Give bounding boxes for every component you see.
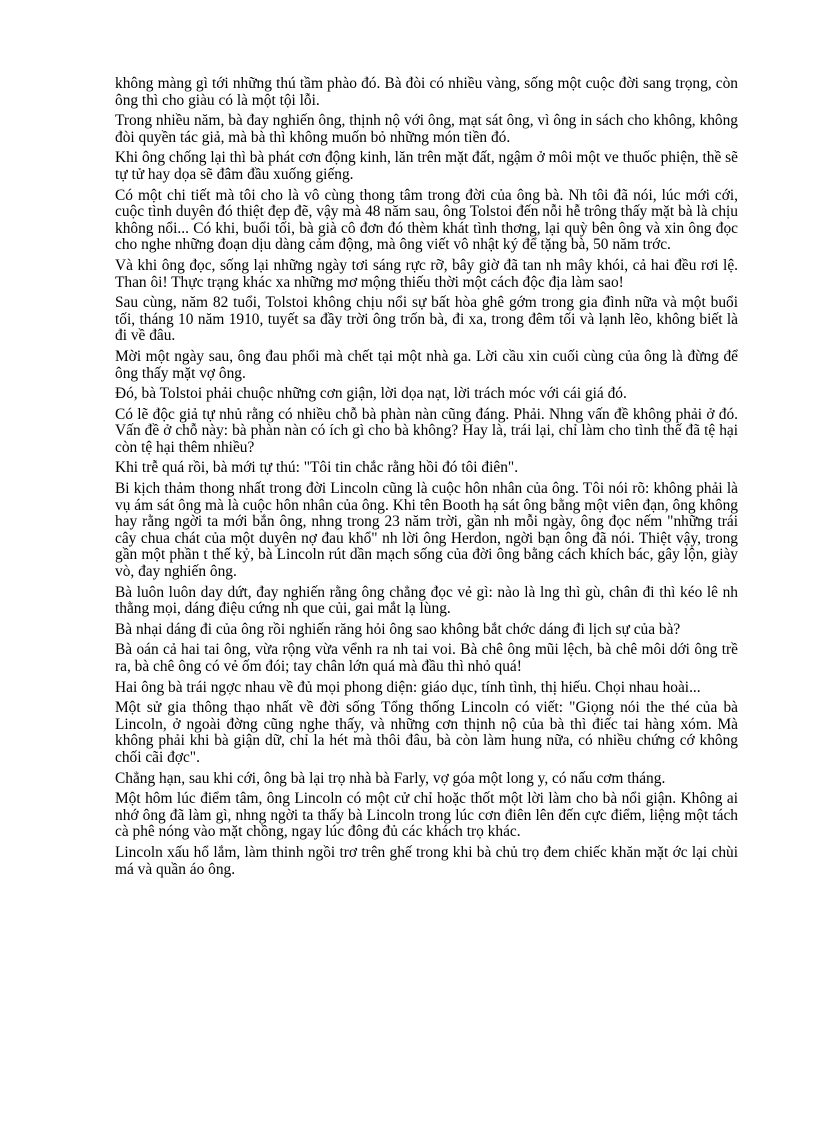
paragraph-16: Một sử gia thông thạo nhất về đời sống Tổng thống Lincoln có viết: "Giọng nói the thé của bà Lincoln, ở ngoài đờng cũng nghe thấy, và những cơn thịnh nộ của bà thì điếc tai hàng xóm. Mà không phải khi bà giận dữ, chỉ la hét mà thôi đâu, bà còn làm hung nữa, có nhiều chứng cớ không chối cãi đợc". — [115, 699, 738, 766]
paragraph-8: Đó, bà Tolstoi phải chuộc những cơn giận, lời dọa nạt, lời trách móc với cái giá đó. — [115, 385, 627, 403]
paragraph-9: Có lẽ độc giả tự nhủ rằng có nhiều chỗ bà phàn nàn cũng đáng. Phải. Nhng vấn đề không phải ở đó. Vấn đề ở chỗ này: bà phàn nàn có ích gì cho bà không? Hay là, trái lại, chỉ làm cho tình thế đã tệ hại còn tệ hại thêm nhiều? — [115, 405, 738, 456]
paragraph-2: Trong nhiều năm, bà đay nghiến ông, thịnh nộ với ông, mạt sát ông, vì ông in sách cho không, không đòi quyền tác giả, mà bà thì không muốn bỏ những món tiền đó. — [115, 112, 738, 146]
paragraph-11: Bi kịch thảm thong nhất trong đời Lincoln cũng là cuộc hôn nhân của ông. Tôi nói rõ: không phải là vụ ám sát ông mà là cuộc hôn nhân của ông. Khi tên Booth hạ sát ông bằng một viên đạn, ông không hay rằng ngời ta mới bắn ông, nhng trong 23 năm trời, gần nh mỗi ngày, ông đọc nếm "những trái cây chua chát của một duyên nợ đau khổ" nh lời ông Herdon, ngời bạn ông đã nói. Thiệt vậy, trong gần một phần t thế kỷ, bà Lincoln rút dần mạch sống của đời ông bằng cách khích bác, gây lộn, giày vò, đay nghiến ông. — [115, 480, 738, 581]
paragraph-15: Hai ông bà trái ngợc nhau về đủ mọi phong diện: giáo dục, tính tình, thị hiếu. Chọi nhau hoài... — [115, 678, 701, 696]
paragraph-10: Khi trễ quá rồi, bà mới tự thú: "Tôi tin chắc rằng hồi đó tôi điên". — [115, 459, 519, 477]
paragraph-5: Và khi ông đọc, sống lại những ngày tơi sáng rực rỡ, bây giờ đã tan nh mây khói, cả hai đều rơi lệ. Than ôi! Thực trạng khác xa những mơ mộng thiếu thời một cách độc địa làm sao! — [115, 256, 738, 291]
paragraph-12: Bà luôn luôn day dứt, đay nghiến rằng ông chẳng đọc vẻ gì: nào là lng thì gù, chân đi thì kéo lê nh thằng mọi, dáng điệu cứng nh que củi, gai mắt lạ lùng. — [115, 583, 738, 618]
paragraph-1: không màng gì tới những thú tầm phào đó. Bà đòi có nhiều vàng, sống một cuộc đời sang trọng, còn ông thì cho giàu có là một tội lỗi. — [115, 75, 738, 109]
paragraph-7: Mời một ngày sau, ông đau phổi mà chết tại một nhà ga. Lời cầu xin cuối cùng của ông là đừng để ông thấy mặt vợ ông. — [115, 347, 738, 382]
paragraph-17: Chẳng hạn, sau khi cới, ông bà lại trọ nhà bà Farly, vợ góa một long y, có nấu cơm tháng. — [115, 769, 666, 787]
paragraph-4: Có một chi tiết mà tôi cho là vô cùng thong tâm trong đời của ông bà. Nh tôi đã nói, lúc mới cới, cuộc tình duyên đó thiệt đẹp đẽ, vậy mà 48 năm sau, ông Tolstoi đến nỗi hễ trông thấy mặt bà là chịu không nổi... Có khi, buổi tối, bà già cô đơn đó thèm khát tình thơng, lại quỳ bên ông và xin ông đọc cho nghe những đoạn dịu dàng cảm động, mà ông viết vô nhật ký để tặng bà, 50 năm trớc. — [115, 186, 738, 254]
paragraph-6: Sau cùng, năm 82 tuổi, Tolstoi không chịu nổi sự bất hòa ghê gớm trong gia đình nữa và một buổi tối, tháng 10 năm 1910, tuyết sa đầy trời ông trốn bà, đi xa, trong đêm tối và lạnh lẽo, không biết là đi về đâu. — [115, 294, 738, 345]
paragraph-3: Khi ông chống lại thì bà phát cơn động kinh, lăn trên mặt đất, ngậm ở môi một ve thuốc phiện, thề sẽ tự tử hay dọa sẽ đâm đầu xuống giếng. — [115, 149, 738, 183]
paragraph-19: Lincoln xấu hổ lắm, làm thinh ngồi trơ trên ghế trong khi bà chủ trọ đem chiếc khăn mặt ớc lại chùi má và quần áo ông. — [115, 843, 738, 878]
paragraph-13: Bà nhại dáng đi của ông rồi nghiến răng hỏi ông sao không bắt chớc dáng đi lịch sự của bà? — [115, 620, 681, 638]
paragraph-18: Một hôm lúc điểm tâm, ông Lincoln có một cử chỉ hoặc thốt một lời làm cho bà nổi giận. Không ai nhớ ông đã làm gì, nhng ngời ta thấy bà Lincoln trong lúc cơn điên lên đến cực điểm, liệng một tách cà phê nóng vào mặt chồng, ngay lúc đông đủ các khách trọ khác. — [115, 790, 738, 841]
document-page — [115, 76, 738, 882]
paragraph-14: Bà oán cả hai tai ông, vừa rộng vừa vểnh ra nh tai voi. Bà chê ông mũi lệch, bà chê môi dới ông trề ra, bà chê ông có vẻ ốm đói; tay chân lớn quá mà đầu thì nhỏ quá! — [115, 641, 738, 675]
